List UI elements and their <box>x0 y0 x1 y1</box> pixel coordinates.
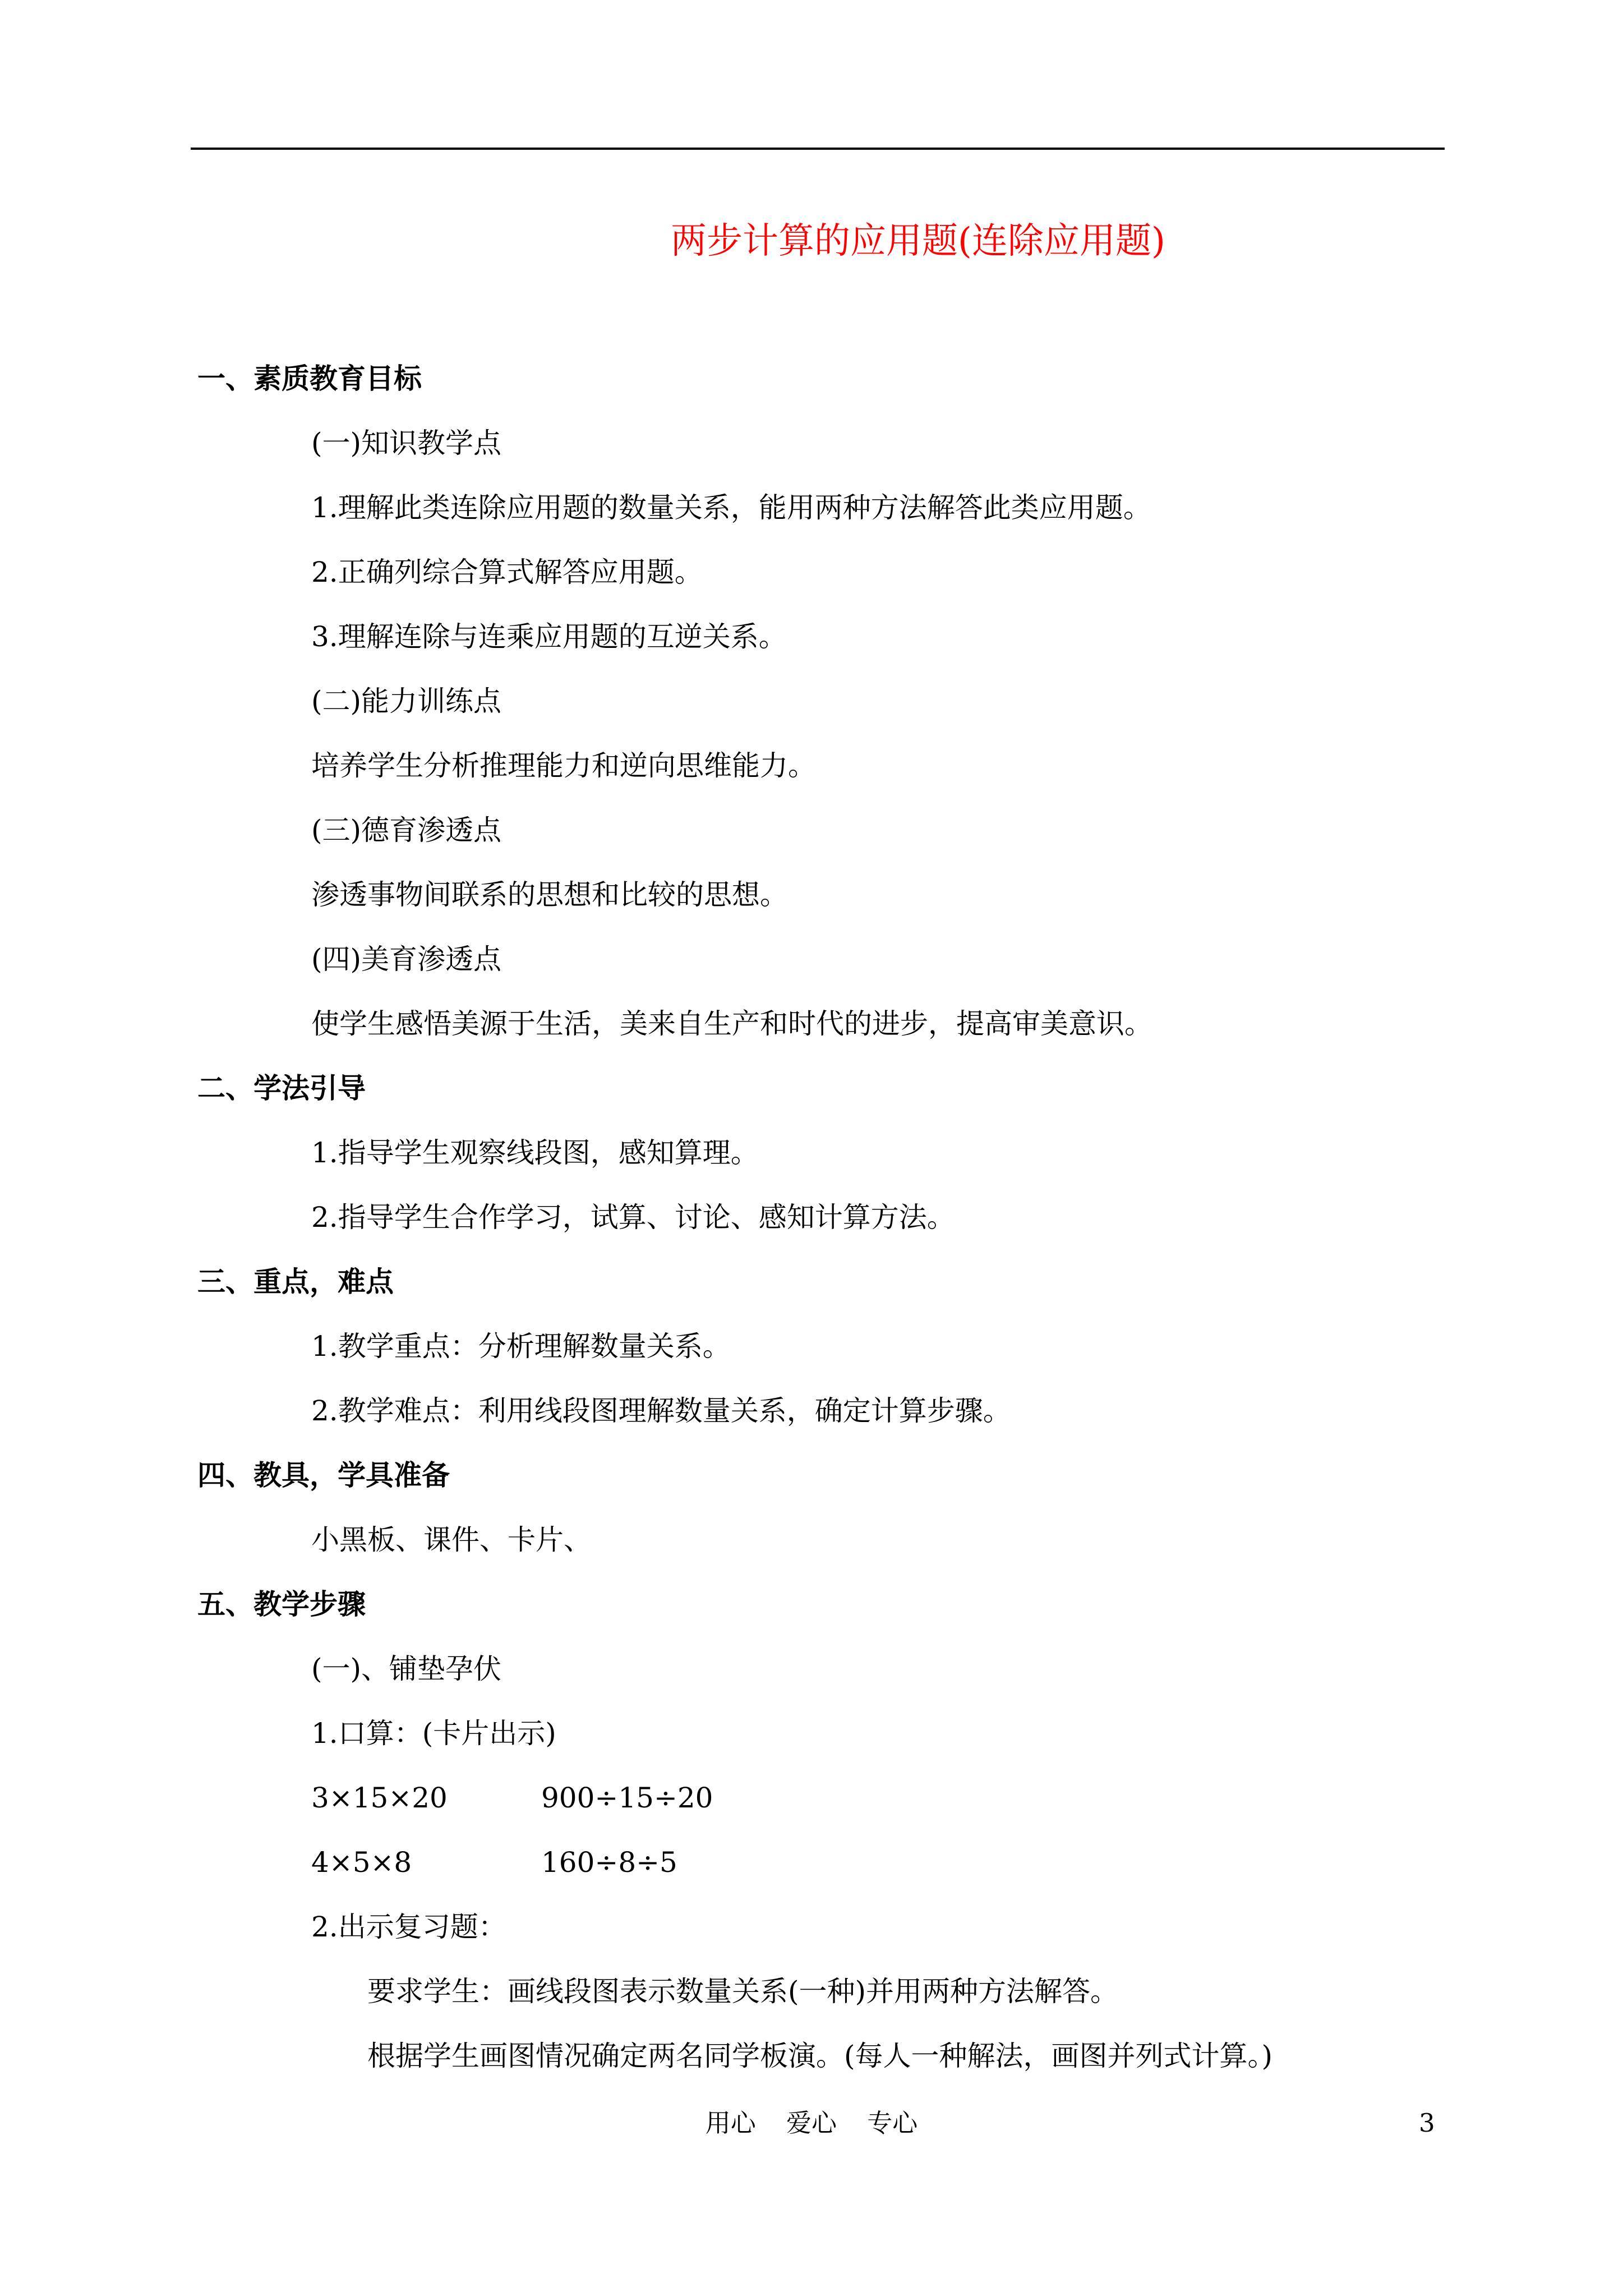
paragraph: 1.理解此类连除应用题的数量关系，能用两种方法解答此类应用题。 <box>311 491 1151 524</box>
paragraph: 根据学生画图情况确定两名同学板演。(每人一种解法，画图并列式计算。) <box>367 2040 1273 2072</box>
subheading: (四)美育渗透点 <box>311 943 502 976</box>
header-rule <box>191 148 1445 150</box>
paragraph: 1.教学重点：分析理解数量关系。 <box>311 1330 731 1363</box>
subheading: (三)德育渗透点 <box>311 814 502 846</box>
section-heading-3: 三、重点，难点 <box>197 1265 394 1298</box>
section-heading-2: 二、学法引导 <box>197 1071 366 1105</box>
section-heading-4: 四、教具，学具准备 <box>197 1458 450 1492</box>
subheading: (一)、铺垫孕伏 <box>311 1653 502 1685</box>
footer-motto: 用心 爱心 专心 <box>705 2108 918 2138</box>
calc-expression: 900÷15÷20 <box>541 1782 713 1814</box>
paragraph: 使学生感悟美源于生活，美来自生产和时代的进步，提高审美意识。 <box>311 1007 1152 1040</box>
paragraph: 1.指导学生观察线段图，感知算理。 <box>311 1137 759 1169</box>
calc-expression: 160÷8÷5 <box>541 1846 677 1879</box>
section-heading-5: 五、教学步骤 <box>197 1588 366 1621</box>
paragraph: 培养学生分析推理能力和逆向思维能力。 <box>311 749 816 782</box>
paragraph: 3.理解连除与连乘应用题的互逆关系。 <box>311 620 787 653</box>
subheading: (二)能力训练点 <box>311 685 502 717</box>
calc-expression: 3×15×20 <box>311 1782 448 1814</box>
section-heading-1: 一、素质教育目标 <box>197 362 422 395</box>
paragraph: 要求学生：画线段图表示数量关系(一种)并用两种方法解答。 <box>367 1975 1119 2008</box>
paragraph: 渗透事物间联系的思想和比较的思想。 <box>311 878 788 911</box>
paragraph: 2.出示复习题： <box>311 1911 506 1943</box>
paragraph: 2.正确列综合算式解答应用题。 <box>311 556 703 588</box>
paragraph: 小黑板、课件、卡片、 <box>311 1524 592 1556</box>
subheading: (一)知识教学点 <box>311 427 502 459</box>
document-title: 两步计算的应用题(连除应用题) <box>671 220 1165 262</box>
paragraph: 2.教学难点：利用线段图理解数量关系，确定计算步骤。 <box>311 1395 1011 1427</box>
calc-expression: 4×5×8 <box>311 1846 412 1879</box>
paragraph: 2.指导学生合作学习，试算、讨论、感知计算方法。 <box>311 1201 955 1234</box>
paragraph: 1.口算：(卡片出示) <box>311 1717 556 1750</box>
page-number: 3 <box>1419 2108 1435 2138</box>
